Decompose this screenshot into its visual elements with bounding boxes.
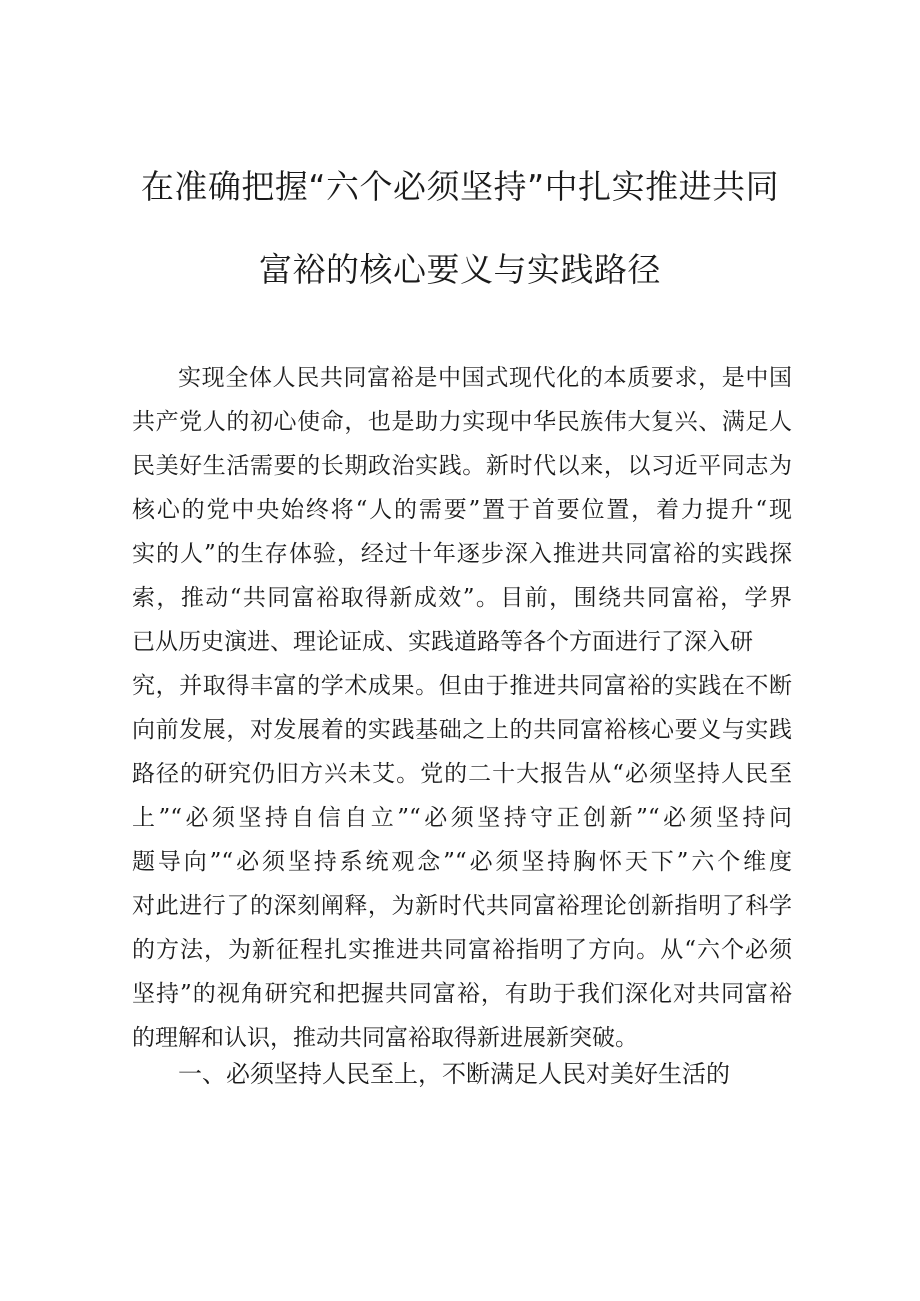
paragraph-line: 路径的研究仍旧方兴未艾。党的二十大报告从“必须坚持人民至: [132, 761, 792, 787]
paragraph-line: 究，并取得丰富的学术成果。但由于推进共同富裕的实践在不断: [132, 673, 792, 699]
paragraph-line: 上”“必须坚持自信自立”“必须坚持守正创新”“必须坚持问: [132, 805, 792, 831]
document-title-line-1: 在准确把握“六个必须坚持”中扎实推进共同: [140, 167, 780, 206]
paragraph-line: 共产党人的初心使命，也是助力实现中华民族伟大复兴、满足人: [132, 409, 792, 435]
paragraph-line: 题导向”“必须坚持系统观念”“必须坚持胸怀天下”六个维度: [132, 849, 792, 875]
paragraph-line: 的方法，为新征程扎实推进共同富裕指明了方向。从“六个必须: [132, 937, 792, 963]
document-title-line-2: 富裕的核心要义与实践路径: [259, 250, 661, 289]
paragraph-line: 坚持”的视角研究和把握共同富裕，有助于我们深化对共同富裕: [132, 981, 792, 1007]
paragraph-line: 对此进行了的深刻阐释，为新时代共同富裕理论创新指明了科学: [132, 893, 792, 919]
paragraph-line: 核心的党中央始终将“人的需要”置于首要位置，着力提升“现: [132, 497, 792, 523]
paragraph-line: 已从历史演进、理论证成、实践道路等各个方面进行了深入研: [132, 629, 753, 655]
paragraph-line: 实现全体人民共同富裕是中国式现代化的本质要求，是中国: [178, 365, 792, 391]
paragraph-line: 索，推动“共同富裕取得新成效”。目前，围绕共同富裕，学界: [132, 585, 792, 611]
paragraph-line: 向前发展，对发展着的实践基础之上的共同富裕核心要义与实践: [132, 717, 792, 743]
section-heading: 一、必须坚持人民至上，不断满足人民对美好生活的: [178, 1060, 730, 1088]
intro-paragraph: [132, 356, 792, 1060]
paragraph-line: 实的人”的生存体验，经过十年逐步深入推进共同富裕的实践探: [132, 541, 792, 567]
paragraph-line: 的理解和认识，推动共同富裕取得新进展新突破。: [132, 1025, 638, 1051]
paragraph-line: 民美好生活需要的长期政治实践。新时代以来，以习近平同志为: [132, 453, 792, 479]
